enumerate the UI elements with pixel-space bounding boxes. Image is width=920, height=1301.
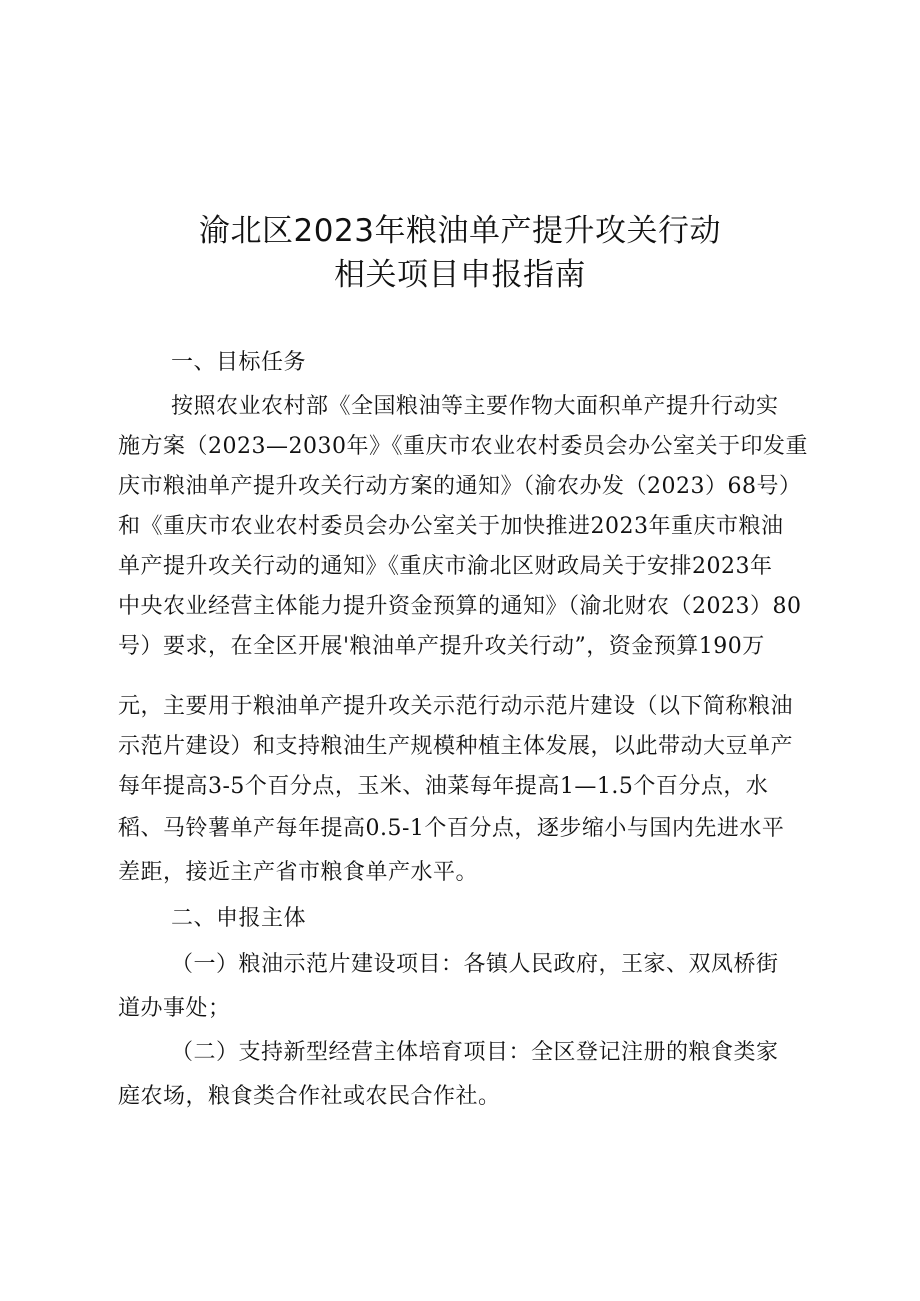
section-heading-goals: 一、目标任务	[171, 350, 307, 375]
list-item-line: （一）粮油示范片建设项目：各镇人民政府，王家、双凤桥街	[171, 952, 779, 977]
list-item-line: 庭农场，粮食类合作社或农民合作社。	[118, 1084, 501, 1109]
paragraph-line: 示范片建设）和支持粮油生产规模种植主体发展，以此带动大豆单产	[118, 734, 794, 759]
document-title-line-1: 渝北区2023年粮油单产提升攻关行动	[199, 213, 721, 249]
document-title-line-2: 相关项目申报指南	[334, 257, 586, 293]
paragraph-line: 差距，接近主产省市粮食单产水平。	[118, 860, 479, 885]
section-heading-applicants: 二、申报主体	[171, 906, 307, 931]
paragraph-line: 元，主要用于粮油单产提升攻关示范行动示范片建设（以下简称粮油	[118, 694, 794, 719]
paragraph-line: 每年提高3-5个百分点，玉米、油菜每年提高1—1.5个百分点，水	[118, 774, 769, 799]
paragraph-line: 和《重庆市农业农村委员会办公室关于加快推进2023年重庆市粮油	[118, 514, 784, 539]
paragraph-line: 施方案（2023—2030年》《重庆市农业农村委员会办公室关于印发重	[118, 434, 808, 459]
list-item-line: （二）支持新型经营主体培育项目：全区登记注册的粮食类家	[171, 1040, 779, 1065]
list-item-line: 道办事处；	[118, 996, 231, 1021]
paragraph-line: 中央农业经营主体能力提升资金预算的通知》（渝北财农（2023）80	[118, 594, 802, 619]
paragraph-line: 号）要求，在全区开展'粮油单产提升攻关行动”，资金预算190万	[118, 634, 765, 659]
paragraph-line: 按照农业农村部《全国粮油等主要作物大面积单产提升行动实	[171, 394, 779, 419]
paragraph-line: 单产提升攻关行动的通知》《重庆市渝北区财政局关于安排2023年	[118, 554, 773, 579]
paragraph-line: 稻、马铃薯单产每年提高0.5-1个百分点，逐步缩小与国内先进水平	[118, 816, 785, 841]
paragraph-line: 庆市粮油单产提升攻关行动方案的通知》（渝农办发（2023）68号）	[118, 474, 802, 499]
